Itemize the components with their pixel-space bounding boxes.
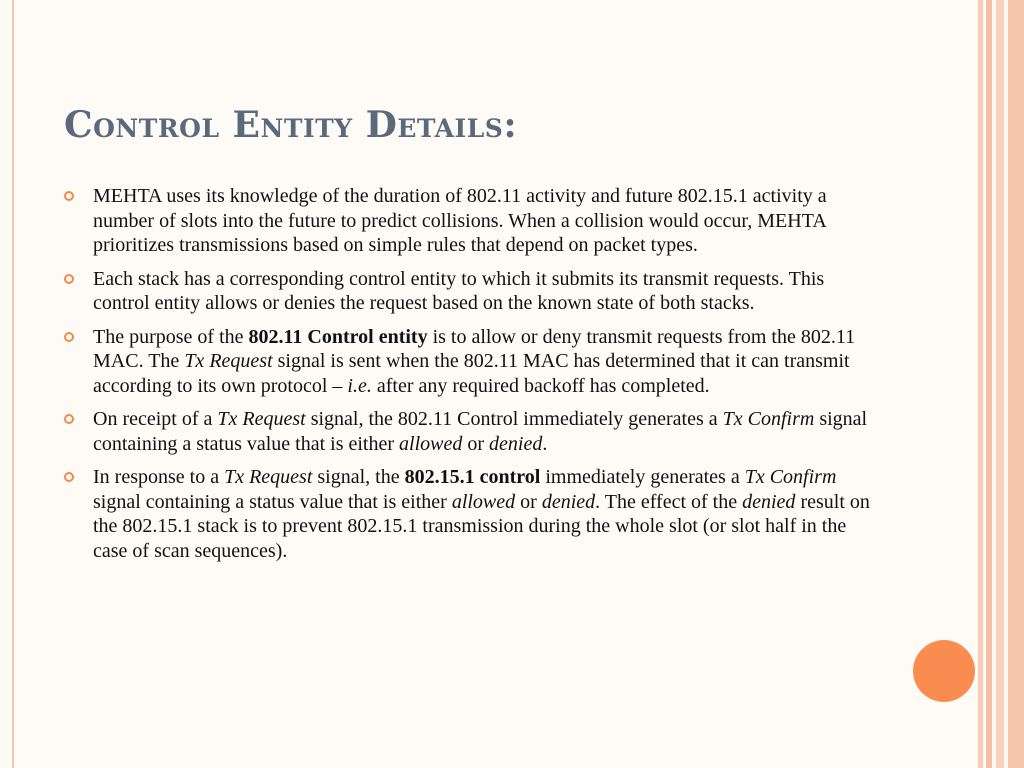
bullet-text: or xyxy=(462,432,490,455)
bullet-text: . The effect of the xyxy=(595,490,743,513)
bullet-circle-icon xyxy=(64,191,74,201)
bullet-circle-icon xyxy=(64,274,74,284)
bullet-text: signal containing a status value that is either xyxy=(93,490,452,513)
italic-term: i.e. xyxy=(347,374,372,397)
bullet-text: or xyxy=(515,490,542,513)
bullet-circle-icon xyxy=(64,472,74,482)
bullet-text: The purpose of the xyxy=(93,325,249,348)
italic-term: denied xyxy=(489,432,543,455)
italic-term: denied xyxy=(541,490,596,513)
italic-term: allowed xyxy=(399,432,463,455)
italic-term: Tx Request xyxy=(217,408,306,430)
bullet-text: signal, the xyxy=(312,466,405,488)
bullet-text: is to allow or deny transmit requests from the 802.11 MAC. The xyxy=(93,325,856,372)
bullet-text: result on the 802.15.1 stack is to prevent 802.15.1 transmission during the whole slot (or slot half in the case of scan sequences). xyxy=(93,490,870,562)
right-stripe xyxy=(996,0,1004,768)
bullet-text: In response to a xyxy=(93,466,225,488)
italic-term: Tx Request xyxy=(184,350,273,372)
left-border-line xyxy=(12,0,14,768)
bullet-text: immediately generates a xyxy=(540,466,745,488)
bullet-list xyxy=(64,184,874,572)
bold-term: 802.15.1 control xyxy=(404,466,541,488)
bullet-text: signal, the 802.11 Control immediately generates a xyxy=(305,408,723,430)
bullet-text: signal containing a status value that is either xyxy=(93,408,868,455)
right-stripe xyxy=(1008,0,1024,768)
italic-term: Tx Request xyxy=(224,466,313,488)
italic-term: Tx Confirm xyxy=(744,466,837,488)
bullet-item-4 xyxy=(64,407,874,456)
bullet-text: Each stack has a corresponding control entity to which it submits its transmit requests. This control entity allows or denies the request based on the known state of both stacks. xyxy=(93,267,825,314)
bullet-item-5 xyxy=(64,465,874,563)
orange-circle-decoration xyxy=(913,640,975,702)
bullet-text: after any required backoff has completed. xyxy=(371,374,710,397)
bullet-circle-icon xyxy=(64,414,74,424)
bullet-text: MEHTA uses its knowledge of the duration of 802.11 activity and future 802.15.1 activity a number of slots into the future to predict collisions. When a collision would occur, MEHTA prioritizes transmissions based on simple rules that depend on packet types. xyxy=(93,185,827,256)
bullet-item-2 xyxy=(64,267,874,316)
bullet-circle-icon xyxy=(64,332,74,342)
italic-term: allowed xyxy=(451,490,516,513)
italic-term: Tx Confirm xyxy=(722,408,815,430)
bullet-item-3 xyxy=(64,325,874,399)
bold-term: 802.11 Control entity xyxy=(248,325,428,348)
italic-term: denied xyxy=(742,490,796,513)
bullet-text: signal is sent when the 802.11 MAC has determined that it can transmit according to its own protocol – xyxy=(93,350,850,397)
bullet-item-1 xyxy=(64,184,874,258)
bullet-text: . xyxy=(542,432,548,455)
bullet-text: On receipt of a xyxy=(93,408,218,430)
slide-title: Control Entity Details: xyxy=(64,104,518,146)
